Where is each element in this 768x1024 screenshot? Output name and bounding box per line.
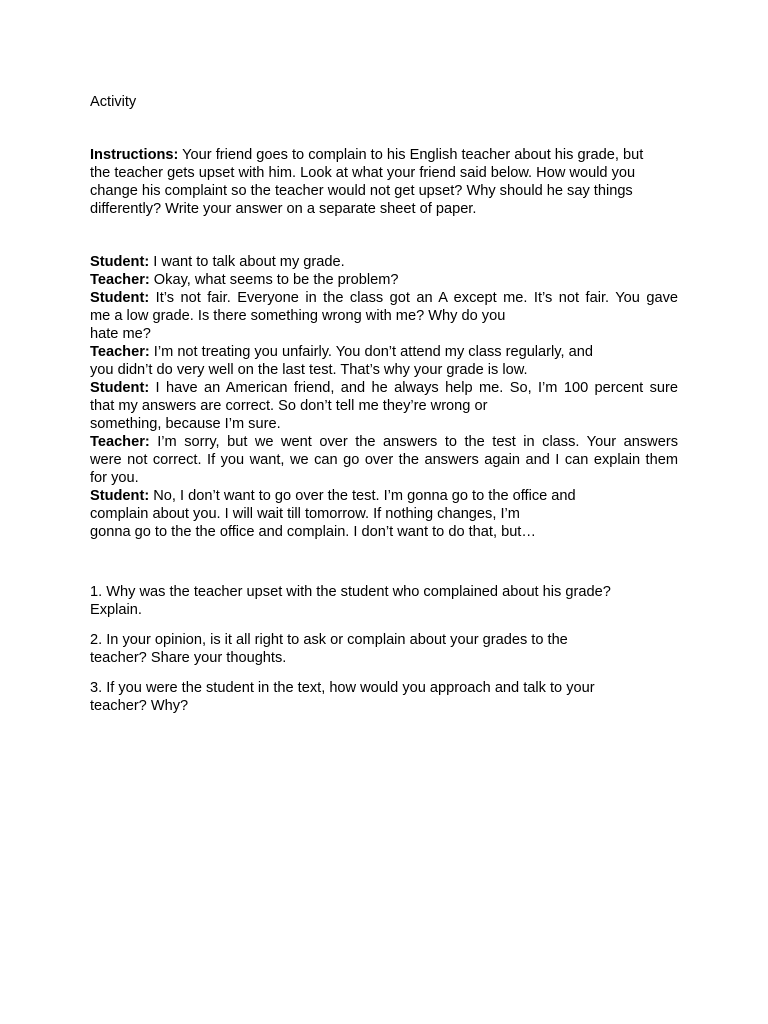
dialogue-line: complain about you. I will wait till tomorrow. If nothing changes, I’m bbox=[90, 506, 520, 522]
speaker-label: Student: bbox=[90, 380, 150, 396]
dialogue-text: No, I don’t want to go over the test. I’m gonna go to the office and bbox=[149, 488, 576, 504]
spacer bbox=[90, 541, 678, 583]
dialogue-line: were not correct. If you want, we can go over the answers again and I can explain them bbox=[90, 452, 678, 468]
dialogue-line bbox=[90, 271, 678, 289]
dialogue-text: I want to talk about my grade. bbox=[149, 254, 345, 270]
question-line: Explain. bbox=[90, 602, 142, 618]
dialogue-line bbox=[90, 253, 678, 271]
question-item bbox=[90, 583, 678, 619]
instructions-line: the teacher gets upset with him. Look at what your friend said below. How would you bbox=[90, 165, 636, 181]
spacer bbox=[90, 218, 678, 253]
instructions-label: Instructions: bbox=[90, 147, 179, 163]
dialogue-line: gonna go to the the office and complain. I don’t want to do that, but… bbox=[90, 524, 536, 540]
dialogue-line: me a low grade. Is there something wrong with me? Why do you bbox=[90, 308, 506, 324]
dialogue-block bbox=[90, 253, 678, 541]
speaker-label: Student: bbox=[90, 254, 150, 270]
instructions-block bbox=[90, 146, 678, 218]
speaker-label: Teacher: bbox=[90, 434, 150, 450]
instructions-line bbox=[90, 146, 678, 164]
questions-block bbox=[90, 583, 678, 715]
speaker-label: Student: bbox=[90, 290, 150, 306]
instructions-line: differently? Write your answer on a separate sheet of paper. bbox=[90, 201, 477, 217]
speaker-label: Teacher: bbox=[90, 272, 150, 288]
dialogue-line bbox=[90, 343, 678, 361]
dialogue-text: It’s not fair. Everyone in the class got an A except me. It’s not fair. You gave bbox=[149, 290, 678, 306]
dialogue-line bbox=[90, 487, 678, 505]
dialogue-line: that my answers are correct. So don’t tell me they’re wrong or bbox=[90, 398, 488, 414]
question-item bbox=[90, 679, 678, 715]
instructions-line: change his complaint so the teacher would not get upset? Why should he say things bbox=[90, 183, 633, 199]
dialogue-line bbox=[90, 433, 678, 451]
speaker-label: Student: bbox=[90, 488, 150, 504]
dialogue-line: hate me? bbox=[90, 326, 151, 342]
dialogue-text: I have an American friend, and he always help me. So, I’m 100 percent sure bbox=[149, 380, 678, 396]
question-line: teacher? Share your thoughts. bbox=[90, 650, 287, 666]
dialogue-line: for you. bbox=[90, 470, 139, 486]
question-line: 1. Why was the teacher upset with the student who complained about his grade? bbox=[90, 584, 611, 600]
instructions-text: Your friend goes to complain to his English teacher about his grade, but bbox=[178, 147, 644, 163]
question-line: 2. In your opinion, is it all right to ask or complain about your grades to the bbox=[90, 632, 568, 648]
dialogue-text: I’m not treating you unfairly. You don’t attend my class regularly, and bbox=[149, 344, 593, 360]
spacer bbox=[90, 111, 678, 146]
page-title: Activity bbox=[90, 94, 137, 110]
question-line: teacher? Why? bbox=[90, 698, 189, 714]
dialogue-line bbox=[90, 289, 678, 307]
question-line: 3. If you were the student in the text, how would you approach and talk to your bbox=[90, 680, 595, 696]
dialogue-line: something, because I’m sure. bbox=[90, 416, 281, 432]
dialogue-line bbox=[90, 379, 678, 397]
dialogue-text: I’m sorry, but we went over the answers to the test in class. Your answers bbox=[149, 434, 678, 450]
speaker-label: Teacher: bbox=[90, 344, 150, 360]
question-item bbox=[90, 631, 678, 667]
dialogue-line: you didn’t do very well on the last test. That’s why your grade is low. bbox=[90, 362, 528, 378]
document-page bbox=[90, 93, 678, 727]
dialogue-text: Okay, what seems to be the problem? bbox=[149, 272, 399, 288]
